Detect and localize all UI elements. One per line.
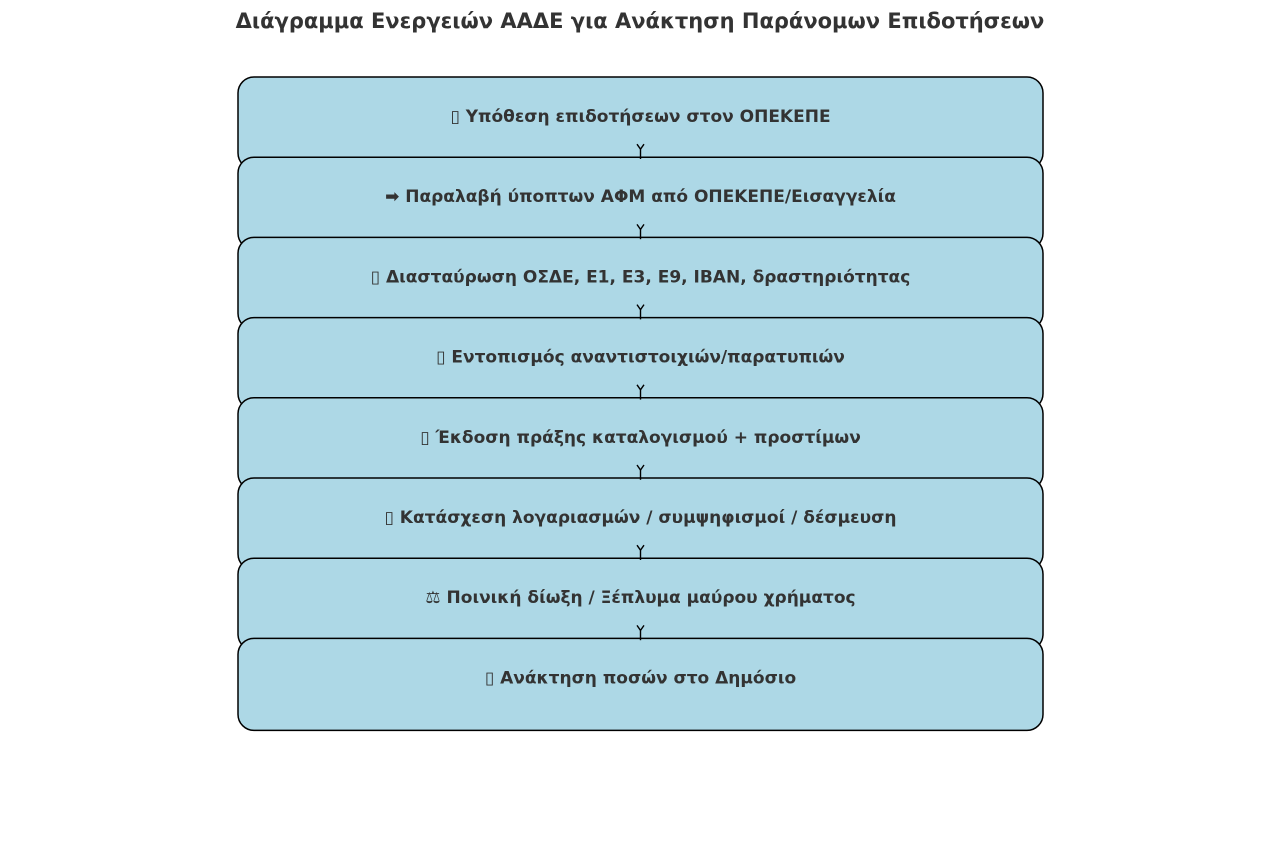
magnifier-icon: ▯ (370, 267, 381, 288)
flow-step-text: Έκδοση πράξης καταλογισμού + προστίμων (429, 427, 861, 448)
flow-step-label (425, 588, 855, 608)
flow-step-text: Εντοπισμός αναντιστοιχιών/παρατυπιών (445, 347, 845, 368)
flow-step-text: Υπόθεση επιδοτήσεων στον ΟΠΕΚΕΠΕ (459, 107, 831, 127)
flow-step-label (420, 428, 861, 448)
flow-step-text: Ποινική δίωξη / Ξέπλυμα μαύρου χρήματος (440, 588, 856, 609)
scales-icon: ⚖ (425, 588, 441, 609)
flow-step-label (371, 267, 911, 287)
flow-step-text: Ανάκτηση ποσών στο Δημόσιο (494, 668, 797, 689)
flow-step-label (450, 107, 830, 127)
folder-icon: ▯ (450, 107, 460, 127)
warning-icon: ▯ (436, 347, 446, 368)
flow-step-text: Διασταύρωση ΟΣΔΕ, Ε1, Ε3, Ε9, IBAN, δραστηριότητας (380, 267, 911, 288)
flow-step-text: Παραλαβή ύποπτων ΑΦΜ από ΟΠΕΚΕΠΕ/Εισαγγελία (399, 187, 896, 208)
flow-step-label (436, 348, 845, 368)
money-icon: ▯ (484, 668, 495, 689)
document-icon: ▯ (420, 427, 430, 448)
flow-step-label (385, 187, 896, 207)
bank-icon: ▯ (384, 508, 394, 528)
flow-step-label (385, 508, 897, 528)
arrow-right-icon: ➡ (385, 187, 400, 208)
flow-step-text: Κατάσχεση λογαριασμών / συμψηφισμοί / δέσμευση (393, 508, 897, 528)
flow-step-label (485, 668, 796, 688)
diagram-title: Διάγραμμα Ενεργειών ΑΑΔΕ για Ανάκτηση Παράνομων Επιδοτήσεων (235, 9, 1045, 33)
flow-step-8 (238, 638, 1043, 730)
